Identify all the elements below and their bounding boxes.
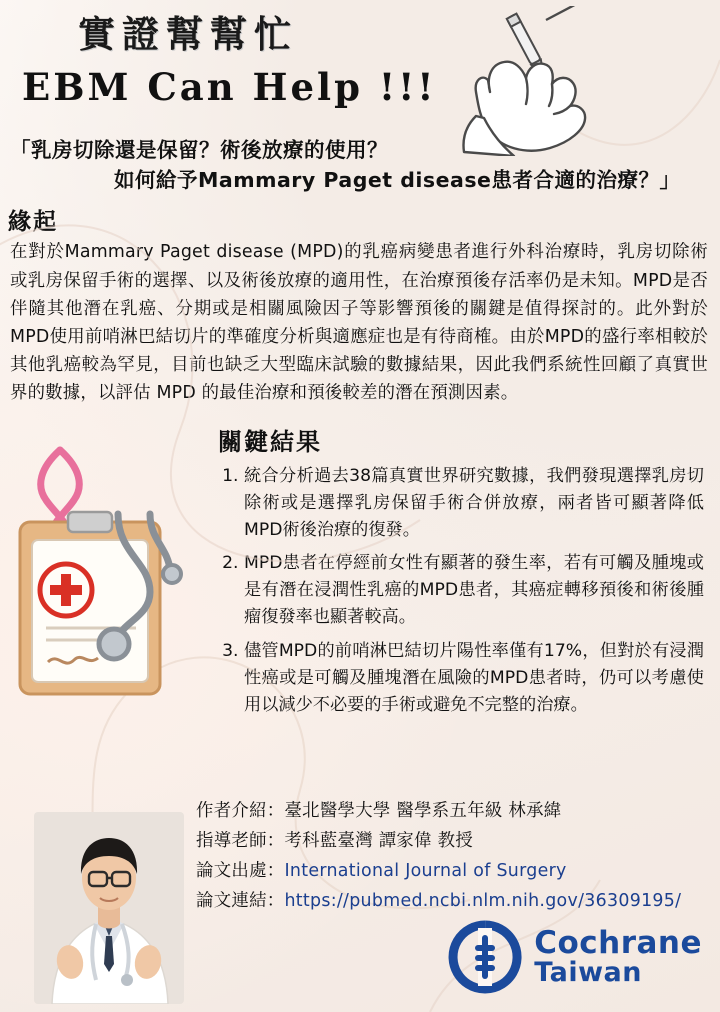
paper-link-line [196, 888, 708, 915]
page-title-en: EBM Can Help !!! [22, 64, 437, 109]
paper-link[interactable]: https://pubmed.ncbi.nlm.nih.gov/36309195/ [284, 890, 682, 911]
poster-footer [0, 794, 720, 1012]
poster-header [0, 0, 720, 132]
origin-paragraph: 在對於Mammary Paget disease (MPD)的乳癌病變患者進行外科治療時，乳房切除術或乳房保留手術的選擇、以及術後放療的適用性，在治療預後存活率仍是未知。MPD是否伴隨其他潛在乳癌、分期或是相關風險因子等影響預後的關鍵是值得探討的。此外對於MPD使用前哨淋巴結切片的準確度分析與適應症也是有待商榷。由於MPD的盛行率相較於其他乳癌較為罕見，目前也缺乏大型臨床試驗的數據結果，因此我們系統性回顧了真實世界的數據，以評估 MPD 的最佳治療和預後較差的潛在預測因素。 [10, 242, 708, 404]
journal-line [196, 858, 708, 885]
question-line-1: 「乳房切除還是保留？術後放療的使用？ [10, 138, 388, 162]
journal-label: 論文出處： [196, 860, 285, 881]
hand-with-pen-icon [418, 6, 668, 156]
avatar [34, 812, 184, 1004]
cochrane-logo [448, 920, 702, 994]
advisor-line: 指導老師：考科藍臺灣 譚家偉 教授 [196, 830, 474, 851]
author-line: 作者介紹：臺北醫學大學 醫學系五年級 林承緯 [196, 801, 562, 821]
journal-value: International Journal of Surgery [284, 860, 567, 881]
key-results-section [0, 422, 720, 757]
cochrane-mark-icon [448, 920, 522, 994]
cochrane-logo-line1: Cochrane [534, 925, 702, 961]
list-item: 2. MPD患者在停經前女性有顯著的發生率，若有可觸及腫塊或是有潛在浸潤性乳癌的MPD患者，其癌症轉移預後和術後腫瘤復發率也顯著較高。 [244, 550, 704, 632]
section-heading-origin: 緣起 [8, 208, 58, 236]
clipboard-stethoscope-ribbon-icon [0, 422, 218, 752]
key-results-heading: 關鍵結果 [218, 426, 322, 456]
page-title-cn: 實證幫幫忙 [78, 12, 298, 56]
list-item: 1. 統合分析過去38篇真實世界研究數據，我們發現選擇乳房切除術或是選擇乳房保留手術合併放療，兩者皆可顯著降低MPD術後治療的復發。 [244, 463, 704, 545]
cochrane-logo-line2: Taiwan [534, 957, 642, 988]
question-line-2: 如何給予Mammary Paget disease患者合適的治療？」 [114, 167, 681, 192]
key-results-list [218, 463, 704, 720]
credits-block [196, 798, 708, 918]
medical-illustration [0, 422, 218, 757]
link-label: 論文連結： [196, 890, 285, 911]
list-item: 3. 儘管MPD的前哨淋巴結切片陽性率僅有17%，但對於有浸潤性癌或是可觸及腫塊潛在風險的MPD患者時，仍可以考慮使用以減少不必要的手術或避免不完整的治療。 [244, 638, 704, 720]
